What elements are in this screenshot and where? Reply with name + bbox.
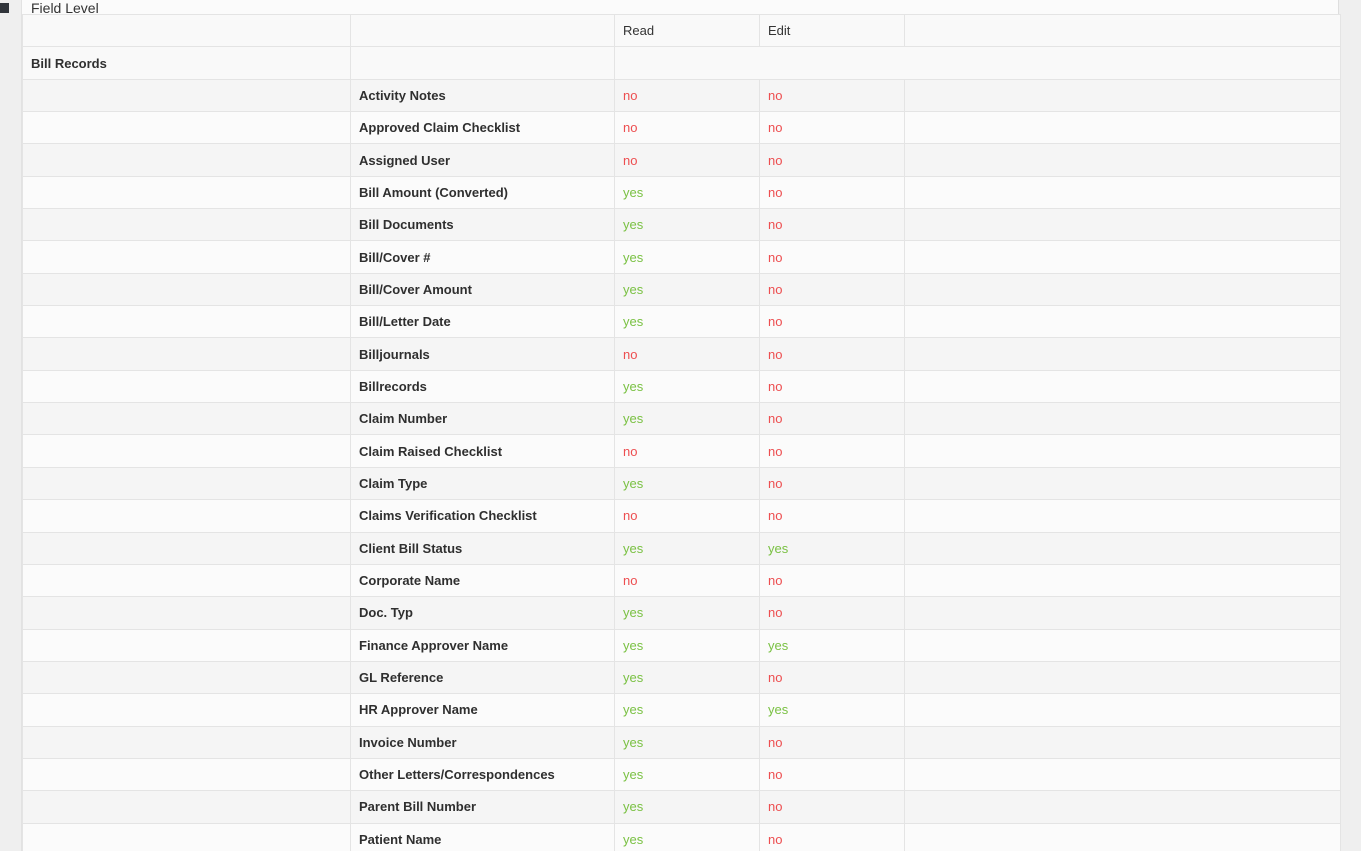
field-name: GL Reference xyxy=(351,661,615,693)
read-value: yes xyxy=(615,467,760,499)
row-trailing-cell xyxy=(905,661,1341,693)
read-value: no xyxy=(615,79,760,111)
read-value: yes xyxy=(615,758,760,790)
row-blank-cell xyxy=(23,144,351,176)
row-trailing-cell xyxy=(905,144,1341,176)
row-blank-cell xyxy=(23,273,351,305)
table-row xyxy=(23,306,1341,338)
table-row xyxy=(23,758,1341,790)
row-blank-cell xyxy=(23,564,351,596)
table-row xyxy=(23,403,1341,435)
field-name: Assigned User xyxy=(351,144,615,176)
read-value: yes xyxy=(615,823,760,851)
row-trailing-cell xyxy=(905,112,1341,144)
row-blank-cell xyxy=(23,176,351,208)
row-trailing-cell xyxy=(905,273,1341,305)
read-value: no xyxy=(615,564,760,596)
row-blank-cell xyxy=(23,758,351,790)
edit-value: no xyxy=(760,241,905,273)
table-row xyxy=(23,791,1341,823)
row-blank-cell xyxy=(23,661,351,693)
row-trailing-cell xyxy=(905,209,1341,241)
row-trailing-cell xyxy=(905,500,1341,532)
field-name: Invoice Number xyxy=(351,726,615,758)
row-trailing-cell xyxy=(905,467,1341,499)
row-blank-cell xyxy=(23,306,351,338)
edit-value: yes xyxy=(760,629,905,661)
table-row xyxy=(23,726,1341,758)
header-blank-3 xyxy=(905,15,1341,47)
field-name: Parent Bill Number xyxy=(351,791,615,823)
table-row xyxy=(23,112,1341,144)
table-row xyxy=(23,661,1341,693)
table-row xyxy=(23,467,1341,499)
read-value: yes xyxy=(615,370,760,402)
row-trailing-cell xyxy=(905,791,1341,823)
read-value: no xyxy=(615,500,760,532)
edit-value: no xyxy=(760,564,905,596)
row-blank-cell xyxy=(23,823,351,851)
read-value: yes xyxy=(615,726,760,758)
row-blank-cell xyxy=(23,694,351,726)
field-name: Claim Raised Checklist xyxy=(351,435,615,467)
edit-value: no xyxy=(760,823,905,851)
group-label: Bill Records xyxy=(23,47,351,79)
field-name: Approved Claim Checklist xyxy=(351,112,615,144)
read-value: no xyxy=(615,338,760,370)
field-name: Bill Documents xyxy=(351,209,615,241)
row-trailing-cell xyxy=(905,338,1341,370)
field-level-permissions-table xyxy=(22,14,1341,851)
field-level-panel xyxy=(21,0,1339,851)
read-value: yes xyxy=(615,176,760,208)
read-value: yes xyxy=(615,597,760,629)
read-value: yes xyxy=(615,661,760,693)
row-blank-cell xyxy=(23,370,351,402)
table-row xyxy=(23,79,1341,111)
row-blank-cell xyxy=(23,791,351,823)
read-value: no xyxy=(615,435,760,467)
read-value: yes xyxy=(615,241,760,273)
window-corner-mark xyxy=(0,3,9,13)
row-blank-cell xyxy=(23,597,351,629)
table-row xyxy=(23,370,1341,402)
edit-value: no xyxy=(760,79,905,111)
row-blank-cell xyxy=(23,435,351,467)
page-title: Field Level xyxy=(31,0,99,14)
field-name: Other Letters/Correspondences xyxy=(351,758,615,790)
header-blank-2 xyxy=(351,15,615,47)
edit-value: yes xyxy=(760,694,905,726)
field-name: Claims Verification Checklist xyxy=(351,500,615,532)
field-name: Client Bill Status xyxy=(351,532,615,564)
read-value: no xyxy=(615,112,760,144)
table-row xyxy=(23,435,1341,467)
table-row xyxy=(23,241,1341,273)
table-row xyxy=(23,500,1341,532)
field-name: Corporate Name xyxy=(351,564,615,596)
row-blank-cell xyxy=(23,467,351,499)
edit-value: no xyxy=(760,176,905,208)
edit-value: no xyxy=(760,758,905,790)
group-blank-cell xyxy=(351,47,615,79)
table-row xyxy=(23,597,1341,629)
read-value: no xyxy=(615,144,760,176)
header-edit: Edit xyxy=(760,15,905,47)
edit-value: no xyxy=(760,661,905,693)
field-name: Bill Amount (Converted) xyxy=(351,176,615,208)
table-row xyxy=(23,564,1341,596)
header-blank-1 xyxy=(23,15,351,47)
row-trailing-cell xyxy=(905,823,1341,851)
row-trailing-cell xyxy=(905,306,1341,338)
field-name: Bill/Cover # xyxy=(351,241,615,273)
table-row xyxy=(23,823,1341,851)
field-name: Activity Notes xyxy=(351,79,615,111)
row-trailing-cell xyxy=(905,758,1341,790)
edit-value: no xyxy=(760,500,905,532)
table-row xyxy=(23,629,1341,661)
row-trailing-cell xyxy=(905,726,1341,758)
panel-title-strip xyxy=(22,0,1338,14)
table-row xyxy=(23,176,1341,208)
row-trailing-cell xyxy=(905,176,1341,208)
row-trailing-cell xyxy=(905,694,1341,726)
table-header-row xyxy=(23,15,1341,47)
row-trailing-cell xyxy=(905,564,1341,596)
header-read: Read xyxy=(615,15,760,47)
edit-value: no xyxy=(760,597,905,629)
row-trailing-cell xyxy=(905,597,1341,629)
row-trailing-cell xyxy=(905,241,1341,273)
table-row xyxy=(23,532,1341,564)
read-value: yes xyxy=(615,209,760,241)
edit-value: yes xyxy=(760,532,905,564)
row-blank-cell xyxy=(23,79,351,111)
field-name: HR Approver Name xyxy=(351,694,615,726)
row-blank-cell xyxy=(23,403,351,435)
row-blank-cell xyxy=(23,500,351,532)
table-row xyxy=(23,273,1341,305)
row-blank-cell xyxy=(23,629,351,661)
edit-value: no xyxy=(760,338,905,370)
read-value: yes xyxy=(615,532,760,564)
group-span-cell xyxy=(615,47,1341,79)
field-name: Claim Type xyxy=(351,467,615,499)
read-value: yes xyxy=(615,629,760,661)
field-name: Finance Approver Name xyxy=(351,629,615,661)
field-name: Billjournals xyxy=(351,338,615,370)
row-blank-cell xyxy=(23,726,351,758)
edit-value: no xyxy=(760,112,905,144)
field-name: Billrecords xyxy=(351,370,615,402)
table-row xyxy=(23,144,1341,176)
edit-value: no xyxy=(760,144,905,176)
row-trailing-cell xyxy=(905,629,1341,661)
read-value: yes xyxy=(615,694,760,726)
edit-value: no xyxy=(760,306,905,338)
row-blank-cell xyxy=(23,532,351,564)
row-blank-cell xyxy=(23,241,351,273)
row-trailing-cell xyxy=(905,532,1341,564)
edit-value: no xyxy=(760,370,905,402)
edit-value: no xyxy=(760,467,905,499)
edit-value: no xyxy=(760,791,905,823)
field-name: Claim Number xyxy=(351,403,615,435)
row-blank-cell xyxy=(23,112,351,144)
edit-value: no xyxy=(760,209,905,241)
field-name: Bill/Cover Amount xyxy=(351,273,615,305)
read-value: yes xyxy=(615,273,760,305)
row-trailing-cell xyxy=(905,435,1341,467)
row-trailing-cell xyxy=(905,79,1341,111)
row-blank-cell xyxy=(23,338,351,370)
row-trailing-cell xyxy=(905,370,1341,402)
edit-value: no xyxy=(760,726,905,758)
edit-value: no xyxy=(760,273,905,305)
group-row-bill-records xyxy=(23,47,1341,79)
table-row xyxy=(23,209,1341,241)
row-trailing-cell xyxy=(905,403,1341,435)
field-name: Patient Name xyxy=(351,823,615,851)
read-value: yes xyxy=(615,791,760,823)
read-value: yes xyxy=(615,403,760,435)
field-name: Bill/Letter Date xyxy=(351,306,615,338)
field-name: Doc. Typ xyxy=(351,597,615,629)
table-row xyxy=(23,338,1341,370)
edit-value: no xyxy=(760,403,905,435)
table-row xyxy=(23,694,1341,726)
row-blank-cell xyxy=(23,209,351,241)
edit-value: no xyxy=(760,435,905,467)
read-value: yes xyxy=(615,306,760,338)
